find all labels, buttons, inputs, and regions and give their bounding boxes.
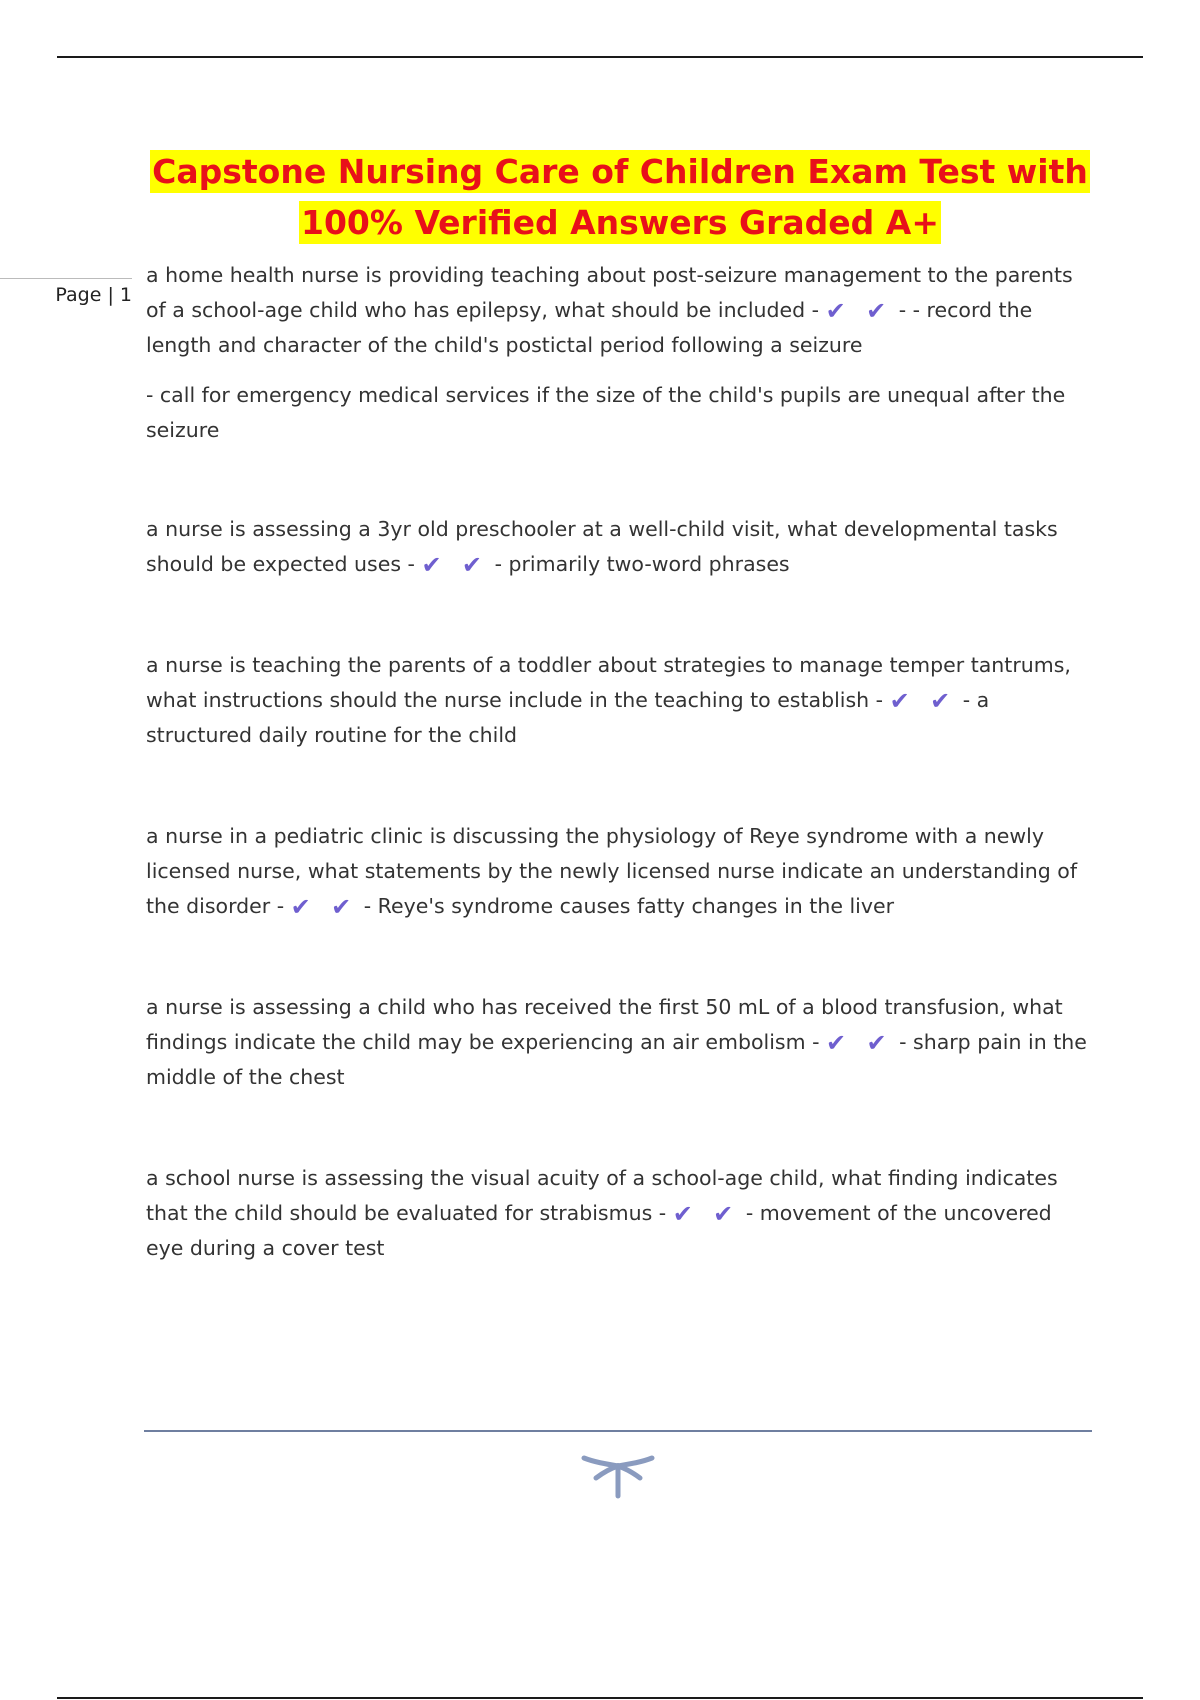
document-title <box>130 146 1110 248</box>
qa-item <box>146 512 1090 582</box>
double-check-icon: ✔ ✔ <box>825 297 893 325</box>
title-line-2: 100% Verified Answers Graded A+ <box>301 203 939 242</box>
answer-text: - - record the length and character of the child's postictal period following a seizure <box>146 298 1033 357</box>
answer-text: - a structured daily routine for the child <box>146 688 990 747</box>
question-text: a nurse is assessing a 3yr old preschooler at a well-child visit, what developmental tasks should be expected uses - <box>146 517 1058 576</box>
question-text: a home health nurse is providing teaching about post-seizure management to the parents of a school-age child who has epilepsy, what should be included - <box>146 263 1073 322</box>
question-text: a school nurse is assessing the visual acuity of a school-age child, what finding indicates that the child should be evaluated for strabismus - <box>146 1166 1058 1225</box>
page-number-label: Page | 1 <box>55 284 132 306</box>
double-check-icon: ✔ ✔ <box>826 1029 893 1057</box>
qa-item <box>146 1161 1090 1266</box>
footer-ornament-icon <box>578 1444 658 1500</box>
answer-text: - primarily two-word phrases <box>494 552 790 576</box>
page-number-margin <box>0 278 132 306</box>
answer-text: - sharp pain in the middle of the chest <box>146 1030 1087 1089</box>
title-line-1: Capstone Nursing Care of Children Exam Test with <box>152 152 1088 191</box>
qa-item <box>146 258 1090 448</box>
question-text: a nurse is teaching the parents of a toddler about strategies to manage temper tantrums, what instructions should the nurse include in the teaching to establish - <box>146 653 1071 712</box>
qa-item <box>146 819 1090 924</box>
double-check-icon: ✔ ✔ <box>290 893 358 921</box>
qa-content <box>146 258 1090 1266</box>
footer-page-rule <box>57 1697 1143 1699</box>
answer-text: - movement of the uncovered eye during a cover test <box>146 1201 1052 1260</box>
header-rule <box>57 56 1143 58</box>
qa-item <box>146 648 1090 753</box>
answer-text-extra: - call for emergency medical services if the size of the child's pupils are unequal after the seizure <box>146 383 1066 442</box>
double-check-icon: ✔ ✔ <box>421 551 489 579</box>
double-check-icon: ✔ ✔ <box>889 687 957 715</box>
qa-item <box>146 990 1090 1095</box>
footer-rule <box>144 1430 1092 1432</box>
answer-text: - Reye's syndrome causes fatty changes in the liver <box>363 894 895 918</box>
double-check-icon: ✔ ✔ <box>672 1200 740 1228</box>
question-text: a nurse in a pediatric clinic is discussing the physiology of Reye syndrome with a newly licensed nurse, what statements by the newly licensed nurse indicate an understanding of the disorder - <box>146 824 1078 918</box>
question-text: a nurse is assessing a child who has received the first 50 mL of a blood transfusion, what findings indicate the child may be experiencing an air embolism - <box>146 995 1063 1054</box>
